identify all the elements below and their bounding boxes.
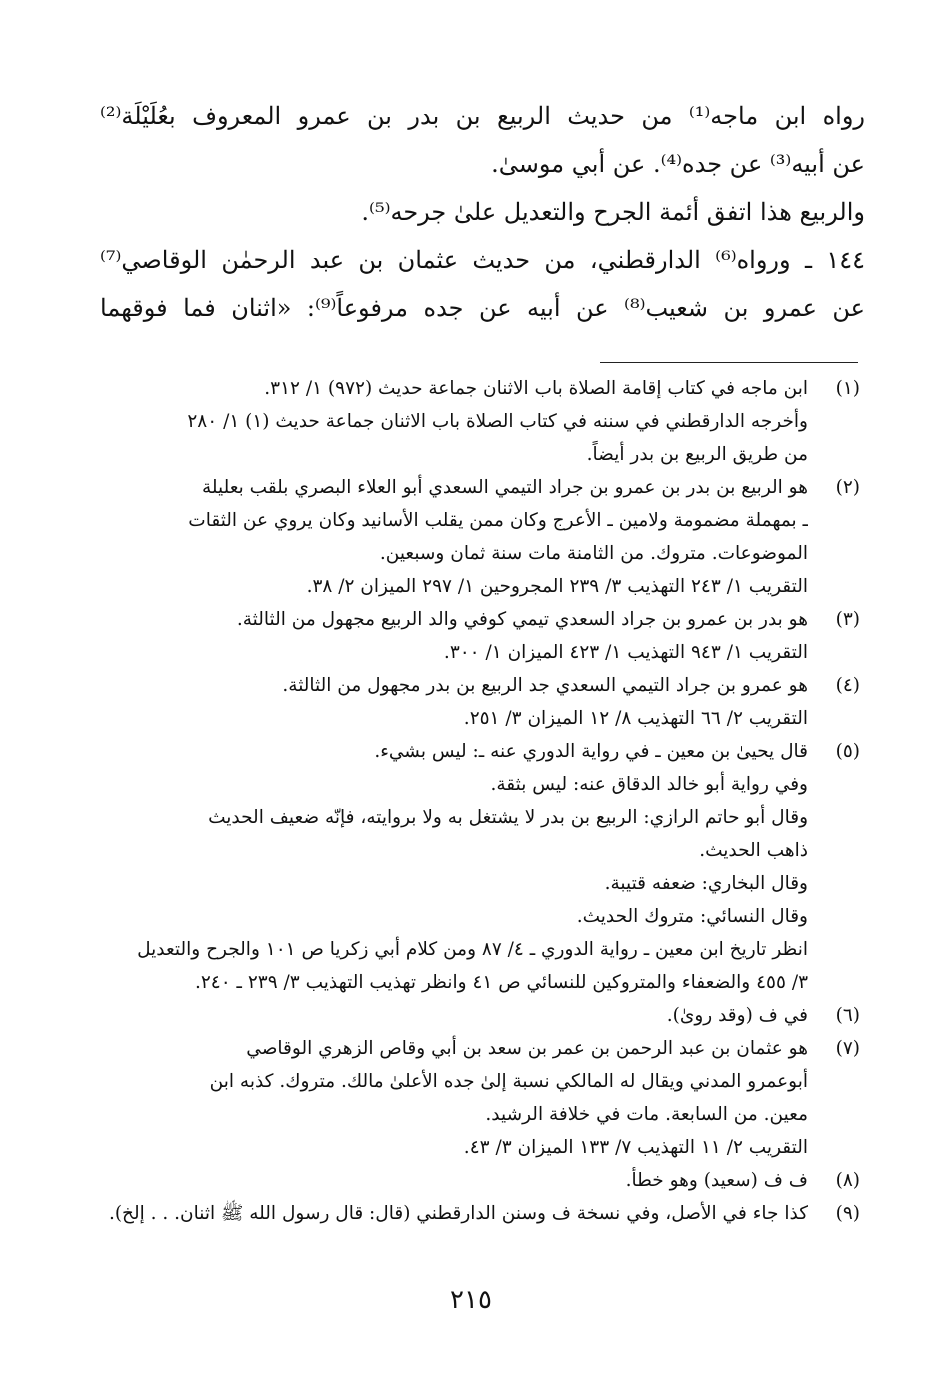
footnote-line: كذا جاء في الأصل، وفي نسخة ف وسنن الدارقطني (قال: قال رسول الله ﷺ اثنان. . . إلخ). [108,1203,808,1224]
footnote-4 [100,669,860,735]
footnote-number: (٤) [835,675,860,696]
footnote-line: ابن ماجه في كتاب إقامة الصلاة باب الاثنان جماعة حديث (٩٧٢) ١/ ٣١٢. [264,378,808,399]
footnote-9 [100,1197,860,1230]
main-text [100,92,865,332]
footnote-line: وفي رواية أبو خالد الدقاق عنه: ليس بثقة. [490,774,808,795]
footnote-line: معين. من السابعة. مات في خلافة الرشيد. [485,1104,808,1125]
page-number: ٢١٥ [450,1285,492,1315]
footnote-5 [100,735,860,999]
footnote-line: هو عمرو بن جراد التيمي السعدي جد الربيع بن بدر مجهول من الثالثة. [282,675,808,696]
main-text-line: رواه ابن ماجه⁽¹⁾ من حديث الربيع بن بدر بن عمرو المعروف بعُلَيْلَة⁽²⁾ [100,102,865,130]
footnote-line: أبوعمرو المدني ويقال له المالكي نسبة إلىٰ جده الأعلىٰ مالك. متروك. كذبه ابن [209,1071,808,1092]
footnote-line: التقريب ١/ ٢٤٣ التهذيب ٣/ ٢٣٩ المجروحين ١/ ٢٩٧ الميزان ٢/ ٣٨. [306,576,808,597]
footnote-7 [100,1032,860,1164]
footnote-line: ـ بمهملة مضمومة ولامين ـ الأعرج وكان ممن يقلب الأسانيد وكان يروي عن الثقات [188,510,808,531]
footnote-8 [100,1164,860,1197]
footnote-3 [100,603,860,669]
footnote-line: التقريب ٢/ ١١ التهذيب ٧/ ١٣٣ الميزان ٣/ ٤٣. [463,1137,808,1158]
footnote-number: (٦) [835,1005,860,1026]
footnote-number: (٥) [835,741,860,762]
main-text-line: ١٤٤ ـ ورواه⁽⁶⁾ الدارقطني، من حديث عثمان بن عبد الرحمٰن الوقاصي⁽⁷⁾ [100,246,865,274]
footnote-line: وأخرجه الدارقطني في سننه في كتاب الصلاة باب الاثنان جماعة حديث (١) ١/ ٢٨٠ [187,411,808,432]
footnote-number: (٨) [835,1170,860,1191]
footnote-line: ذاهب الحديث. [699,840,808,861]
footnote-line: وقال أبو حاتم الرازي: الربيع بن بدر لا يشتغل به ولا بروايته، فإنّه ضعيف الحديث [208,807,808,828]
main-text-line: والربيع هذا اتفق أئمة الجرح والتعديل علىٰ جرحه⁽⁵⁾. [361,198,865,226]
footnote-number: (١) [835,378,860,399]
footnote-number: (٢) [835,477,860,498]
footnote-line: في ف (وقد روىٰ). [666,1005,808,1026]
footnote-line: هو الربيع بن بدر بن عمرو بن جراد التيمي السعدي أبو العلاء البصري بلقب بعليلة [201,477,808,498]
footnote-line: هو عثمان بن عبد الرحمن بن عمر بن سعد بن أبي وقاص الزهري الوقاصي [246,1038,808,1059]
footnote-line: قال يحيىٰ بن معين ـ في رواية الدوري عنه ـ: ليس بشيء. [374,741,808,762]
footnote-number: (٣) [835,609,860,630]
footnote-line: هو بدر بن عمرو بن جراد السعدي تيمي كوفي والد الربيع مجهول من الثالثة. [236,609,808,630]
footnote-line: ف ف (سعيد) وهو خطأ. [625,1170,808,1191]
footnote-line: من طريق الربيع بن بدر أيضاً. [586,444,808,465]
footnote-6 [100,999,860,1032]
footnote-number: (٧) [835,1038,860,1059]
footnote-2 [100,471,860,603]
footnote-line: وقال النسائي: متروك الحديث. [576,906,808,927]
footnote-line: ٣/ ٤٥٥ والضعفاء والمتروكين للنسائي ص ٤١ وانظر تهذيب التهذيب ٣/ ٢٣٩ ـ ٢٤٠. [194,972,808,993]
footnote-line: وقال البخاري: ضعفه قتيبة. [604,873,808,894]
footnote-line: التقريب ٢/ ٦٦ التهذيب ٨/ ١٢ الميزان ٣/ ٢٥١. [463,708,808,729]
footnote-divider [600,362,858,363]
footnote-number: (٩) [835,1203,860,1224]
footnote-line: انظر تاريخ ابن معين ـ رواية الدوري ـ ٤/ ٨٧ ومن كلام أبي زكريا ص ١٠١ والجرح والتعديل [137,939,808,960]
main-text-line: عن عمرو بن شعيب⁽⁸⁾ عن أبيه عن جده مرفوعاً⁽⁹⁾: «اثنان فما فوقهما [100,294,865,322]
footnote-1 [100,372,860,471]
footnote-line: التقريب ١/ ٩٤٣ التهذيب ١/ ٤٢٣ الميزان ١/ ٣٠٠. [443,642,808,663]
footnotes [100,372,860,1230]
footnote-line: الموضوعات. متروك. من الثامنة مات سنة ثمان وسبعين. [379,543,808,564]
main-text-line: عن أبيه⁽³⁾ عن جده⁽⁴⁾. عن أبي موسىٰ. [491,150,865,178]
